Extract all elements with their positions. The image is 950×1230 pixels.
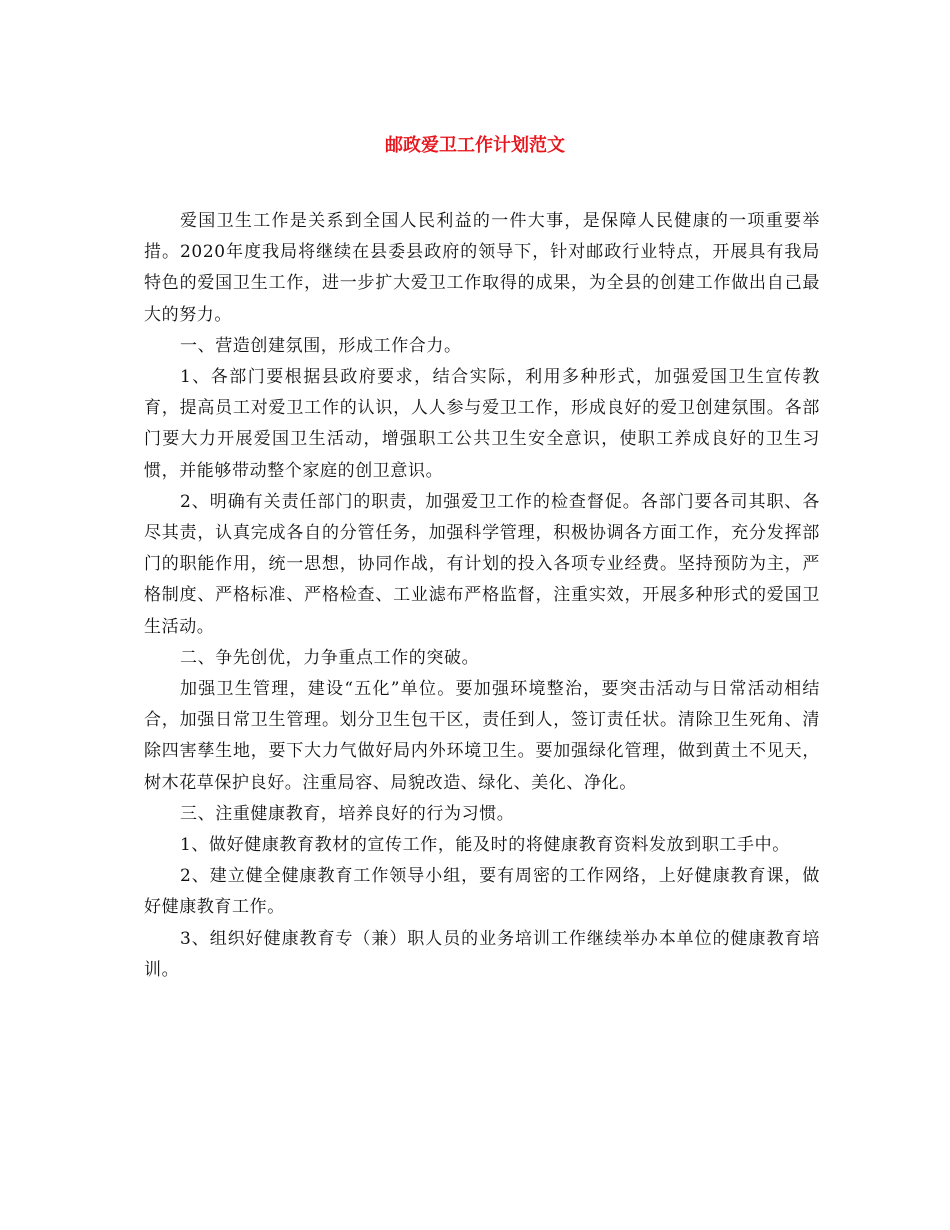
document-title: 邮政爱卫工作计划范文: [385, 135, 565, 156]
section-heading-3: 三、注重健康教育，培养良好的行为习惯。: [180, 803, 515, 824]
paragraph-1-2: 2、明确有关责任部门的职责，加强爱卫工作的检查督促。各部门要各司其职、各尽其责，认真完成各自的分管任务，加强科学管理，积极协调各方面工作，充分发挥部门的职能作用，统一思想，协同作战，有计划的投入各项专业经费。坚持预防为主，严格制度、严格标准、严格检查、工业滤布严格监督，注重实效，开展多种形式的爱国卫生活动。: [144, 491, 820, 637]
section-heading-2: 二、争先创优，力争重点工作的突破。: [180, 647, 480, 668]
document-body: [144, 206, 820, 986]
paragraph-1-1: 1、各部门要根据县政府要求，结合实际，利用多种形式，加强爱国卫生宣传教育，提高员工对爱卫工作的认识，人人参与爱卫工作，形成良好的爱卫创建氛围。各部门要大力开展爱国卫生活动，增强职工公共卫生安全意识，使职工养成良好的卫生习惯，并能够带动整个家庭的创卫意识。: [144, 367, 820, 481]
paragraph-3-2: 2、建立健全健康教育工作领导小组，要有周密的工作网络，上好健康教育课，做好健康教育工作。: [144, 866, 820, 918]
section-heading-1: 一、营造创建氛围，形成工作合力。: [180, 335, 462, 356]
paragraph-2-1: 加强卫生管理，建设“五化”单位。要加强环境整治，要突击活动与日常活动相结合，加强日常卫生管理。划分卫生包干区，责任到人，签订责任状。清除卫生死角、清除四害孳生地，要下大力气做好局内外环境卫生。要加强绿化管理，做到黄土不见天，树木花草保护良好。注重局容、局貌改造、绿化、美化、净化。: [144, 679, 820, 793]
paragraph-3-3: 3、组织好健康教育专（兼）职人员的业务培训工作继续举办本单位的健康教育培训。: [144, 928, 820, 980]
paragraph-intro: 爱国卫生工作是关系到全国人民利益的一件大事，是保障人民健康的一项重要举措。2020年度我局将继续在县委县政府的领导下，针对邮政行业特点，开展具有我局特色的爱国卫生工作，进一步扩大爱卫工作取得的成果，为全县的创建工作做出自己最大的努力。: [144, 211, 820, 325]
paragraph-3-1: 1、做好健康教育教材的宣传工作，能及时的将健康教育资料发放到职工手中。: [180, 835, 790, 856]
